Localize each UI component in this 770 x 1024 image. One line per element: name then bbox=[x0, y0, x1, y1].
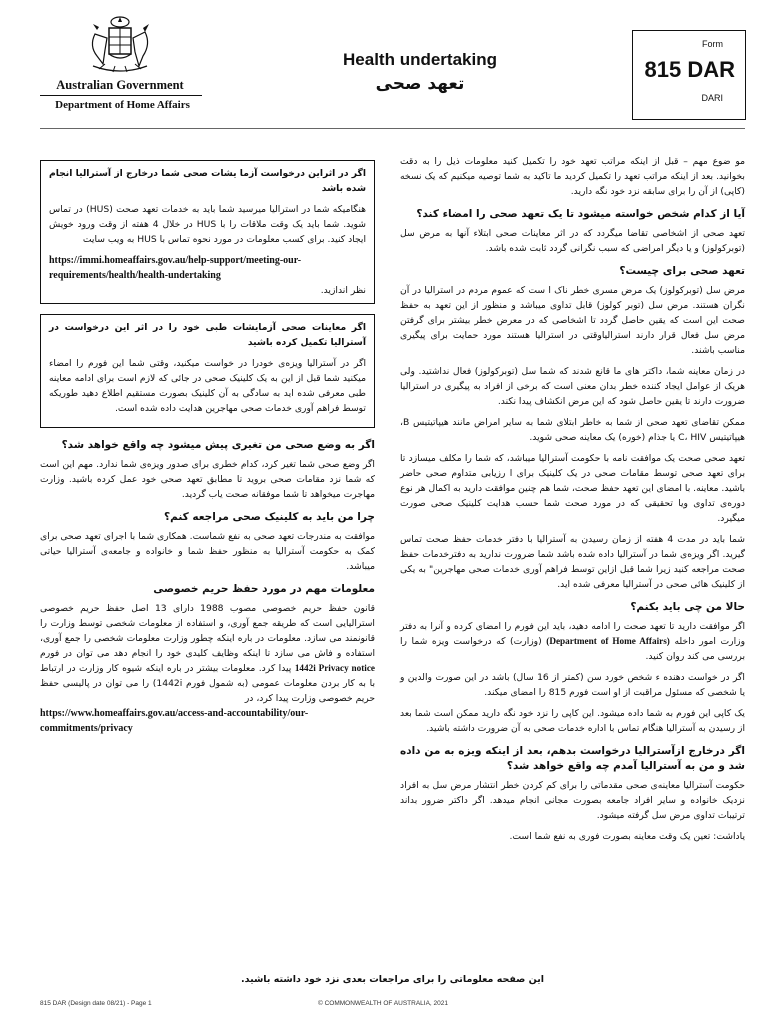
coat-of-arms-icon bbox=[85, 14, 155, 76]
paragraph-purpose-2: در زمان معاینه شما، داکتر های ما قانع شدند که شما سل (توبرکولوز) فعال نداشتید. ولی هریک از عوامل ایجاد کننده خطر بدان معنی است که برخی از افراد به پیگیری در استرالیا ضرورت دارند تا یقین حاصل شود که این مرض انکشاف پیدا نکند. bbox=[400, 366, 745, 407]
heading-what-now: حالا من چی باید بکنم؟ bbox=[630, 601, 745, 613]
form-page-reference: 815 DAR (Design date 08/21) - Page 1 bbox=[40, 1000, 152, 1007]
privacy-text-b: پیدا کرد. معلومات بیشتر در باره اینکه شیوه کار وزارت در ارتباط با به کار بردن معلومات عمومی (به شمول فورم 1442i) را می توان در پالیسی حفظ حریم خصوصی وزارت پیدا کرد، در bbox=[40, 663, 375, 704]
what-now-text-a: اگر موافقت دارید تا تعهد صحت را ادامه دهید، باید این فورم را امضای کرده و آنرا به دفتر وزارت امور داخله bbox=[400, 621, 746, 647]
page-title: Health undertaking bbox=[343, 50, 497, 69]
heading-who-signs: آیا از کدام شخص خواسته میشود تا یک تعهد صحی را امضاء کند؟ bbox=[416, 208, 745, 220]
heading-privacy: معلومات مهم در مورد حفظ حریم خصوصی bbox=[153, 583, 375, 595]
offshore-box-title: اگر در اثراین درخواست آزما یشات صحی شما درخارج از آسترالیا انجام شده باشد bbox=[49, 168, 366, 194]
form-language: DARI bbox=[701, 93, 723, 103]
note-paragraph: یاداشت: تعین یک وقت معاینه بصورت فوری به نفع شما است. bbox=[509, 831, 745, 842]
paragraph-purpose-5: شما باید در مدت 4 هفته از زمان رسیدن به آسترالیا با دفتر خدمات حفظ صحت تماس گیرید. اگر ویزه‌ی شما در آسترالیا داده شده باشد شما ضرورت ندارید به دفترخدمات حفظ صحت مراجعه کنید زیرا شما قبل ازاین توسط فراهم آوری خدمات صحی مهاجرین" به یکی از کلینیک هائی صحی در آسترالیا معرفی شده اید. bbox=[400, 534, 745, 590]
form-number: 815 DAR bbox=[644, 57, 735, 82]
heading-purpose: تعهد صحی برای چیست؟ bbox=[619, 265, 745, 277]
paragraph-purpose-4: تعهد صحی صحت یک موافقت نامه با حکومت آسترالیا میباشد، که شما را مکلف میسازد تا برای تعهد صحی توسط مقامات صحی در یک کلینیک برای ا رزیابی متداوم صحی حاضر باشید. معاینه. با امضای این تعهد حفظ صحت، شما هم چنین موافقت دارید به اکمال هر نوع دوره‌ی تداوی ویا تحقیقی که در مورد صحت شما حسب هدایت کلینیک صحی صورت میگیرد. bbox=[400, 453, 745, 524]
keep-page-note: این صفحه معلوماتی را برای مراجعات بعدی نزد خود داشته باشید. bbox=[240, 974, 545, 985]
intro-paragraph: مو ضوع مهم – قبل از اینکه مراتب تعهد خود را تکمیل کنید معلومات ذیل را به دقت بخوانید. بعد از اینکه مراتب تعهد را تکمیل کردید ما تاکید به شما توصیه میکنیم که یک نسخه (کاپی) از آن را برای سابقه نزد خود نگه دارید. bbox=[400, 156, 745, 197]
page-title-dari: تعهد صحی bbox=[375, 74, 465, 94]
heading-why-clinic: چرا من باید به کلینیک صحی مراجعه کنم؟ bbox=[164, 511, 375, 523]
offshore-box-body: هنگامیکه شما در استرالیا میرسید شما باید به خدمات تعهد صحت (HUS) در تماس شوید. شما باید یک وقت ملاقات را با HUS در خلال 4 هفته از وقت ورود خویش ایجاد کنید. برای کسب معلومات در مورد نحوه تماس با HUS به ویب سایت bbox=[49, 204, 367, 245]
right-column bbox=[400, 154, 745, 850]
copyright-notice: © COMMONWEALTH OF AUSTRALIA, 2021 bbox=[318, 1000, 448, 1007]
form-id-box bbox=[632, 30, 746, 120]
left-column bbox=[40, 160, 375, 742]
what-now-text-b: (وزارت) که درخواست ویزه شما را بررسی می کند روان کنید. bbox=[400, 636, 745, 662]
paragraph-health-change: اگر وضع صحی شما تغیر کرد، کدام خطری برای صدور ویزه‌ی شما ندارد. مهم این است که شما نزد مقامات صحی بروید تا مطابق تعهد صحی خود عمل کرده باشید. وزارت مهاجرت میخواهد تا شما موفقانه صحت یاب گردید. bbox=[40, 459, 375, 500]
onshore-box-body: اگر در آسترالیا ویزه‌ی خودرا در خواست میکنید، وقتی شما این فورم را امضاء میکنید شما قبل از این به یک کلینیک صحی در جائی که لازم است برای ادامه معاینه طبی معرفی شده اید به سادگی به آن کلینیک بصورت مستقیم اطلاع دهید طوریکه توسط فراهم آوری خدمات صحی مهاجرین هدایت داده شده است. bbox=[49, 358, 366, 414]
paragraph-what-now-2: اگر در خواست دهنده ء شخص خورد سن (کمتر از 16 سال) باشد در این صورت والدین و یا شخصی که مسئول مراقبت از او است فورم 815 را امضای میکند. bbox=[400, 672, 745, 698]
offshore-box bbox=[40, 160, 375, 304]
onshore-box bbox=[40, 314, 375, 428]
paragraph-why-clinic: موافقت به مندرجات تعهد صحی به نفع شماست. همکاری شما با اجرای تعهد صحی برای کمک به حکومت آسترالیا به منظور حفظ شما و خانواده و جامعه‌ی آسترالیا حیاتی میباشد. bbox=[40, 531, 375, 572]
page-header bbox=[0, 0, 770, 130]
privacy-policy-link[interactable]: https://www.homeaffairs.gov.au/access-and-accountability/our-commitments/privacy bbox=[40, 708, 309, 734]
health-undertaking-link[interactable]: https://immi.homeaffairs.gov.au/help-support/meeting-our-requirements/health/health-undertaking bbox=[49, 255, 302, 281]
government-name: Australian Government bbox=[56, 78, 184, 92]
onshore-box-title: اگر معاینات صحی آزمایشات طبی خود را در اثر این درخواست در آسترالیا تکمیل کرده باشید bbox=[49, 322, 366, 348]
privacy-text-a: قانون حفظ حریم خصوصی مصوب 1988 دارای 13 اصل حفظ حریم خصوصی استرالیایی است که طریقه جمع آوری، و استفاده از معلومات شخصی توسط وزارت را قانونمند می سازد. معلومات در باره اینکه چطور وزارت معلومات شخصی را جمع آوری، استفاده و فاش می سازد تا اینکه وظایف کلیدی خود را انجام دهد می توان در فورم bbox=[40, 603, 375, 659]
form-label: Form bbox=[702, 39, 723, 49]
paragraph-purpose-1: مرض سل (توبرکولوز) یک مرض مسری خطر ناک ا ست که عموم مردم در استرالیا در آن نگران هستند. مرض سل (توبر کولوز) قابل تداوی میباشد و منظور از این تعهد به حفظ صحت این است که یقین حاصل گردد تا اشخاصی که در معرض خطر بیشتر برای گرفتن مرض سل فعال قرار دارند استرالیاوقتی در استرالیا هستند مورد حمایت برای پیگیری مناسب باشند. bbox=[400, 285, 745, 356]
paragraph-purpose-3: ممکن تقاضای تعهد صحی از شما به خاطر ابتلای شما به سایر امراض مانند هیپاتیتیس B، هیپاتیتیس C، HIV یا جذام (خوره) یک معاینه صحی شوید. bbox=[400, 417, 745, 443]
privacy-notice-name: 1442i Privacy notice bbox=[294, 663, 375, 673]
paragraph-what-now-3: یک کاپی این فورم به شما داده میشود. این کاپی را نزد خود نگه دارید ممکن است شما بعد از رسیدن به آسترالیا هنگام تماس با اداره خدمات صحی به آن ضرورت داشته باشید. bbox=[400, 708, 745, 734]
heading-health-change: اگر به وضع صحی من تغیری پیش میشود چه واقع خواهد شد؟ bbox=[61, 439, 375, 451]
paragraph-who-signs: تعهد صحی از اشخاصی تقاضا میگردد که در اثر معاینات صحی ابتلاء آنها به مرض سل (توبرکولوز) و یا دیگر امراضی که سبب نگرانی گردد ثابت شده باشد. bbox=[400, 228, 745, 254]
paragraph-what-now-1 bbox=[400, 619, 745, 664]
paragraph-privacy bbox=[40, 601, 375, 736]
department-name: Department of Home Affairs bbox=[55, 99, 190, 111]
department-english-name: (Department of Home Affairs) bbox=[546, 636, 670, 646]
paragraph-offshore: حکومت آسترالیا معاینه‌ی صحی مقدماتی را برای کم کردن خطر انتشار مرض سل به افراد نزدیک خانواده و سایر افراد جامعه بصورت مجانی انجام میدهد. اگر داکتر ضرور بداند ترتیبات تداوی مرض سل گرفته میشود. bbox=[400, 780, 745, 821]
government-divider bbox=[40, 95, 202, 96]
heading-offshore: اگر درخارج ازآسترالیا درخواست بدهم، بعد از اینکه ویزه به من داده شد و من به آسترالیا آمدم چه واقع خواهد شد؟ bbox=[400, 745, 745, 772]
header-divider bbox=[40, 128, 745, 129]
offshore-box-tail: نظر اندازید. bbox=[320, 285, 366, 296]
